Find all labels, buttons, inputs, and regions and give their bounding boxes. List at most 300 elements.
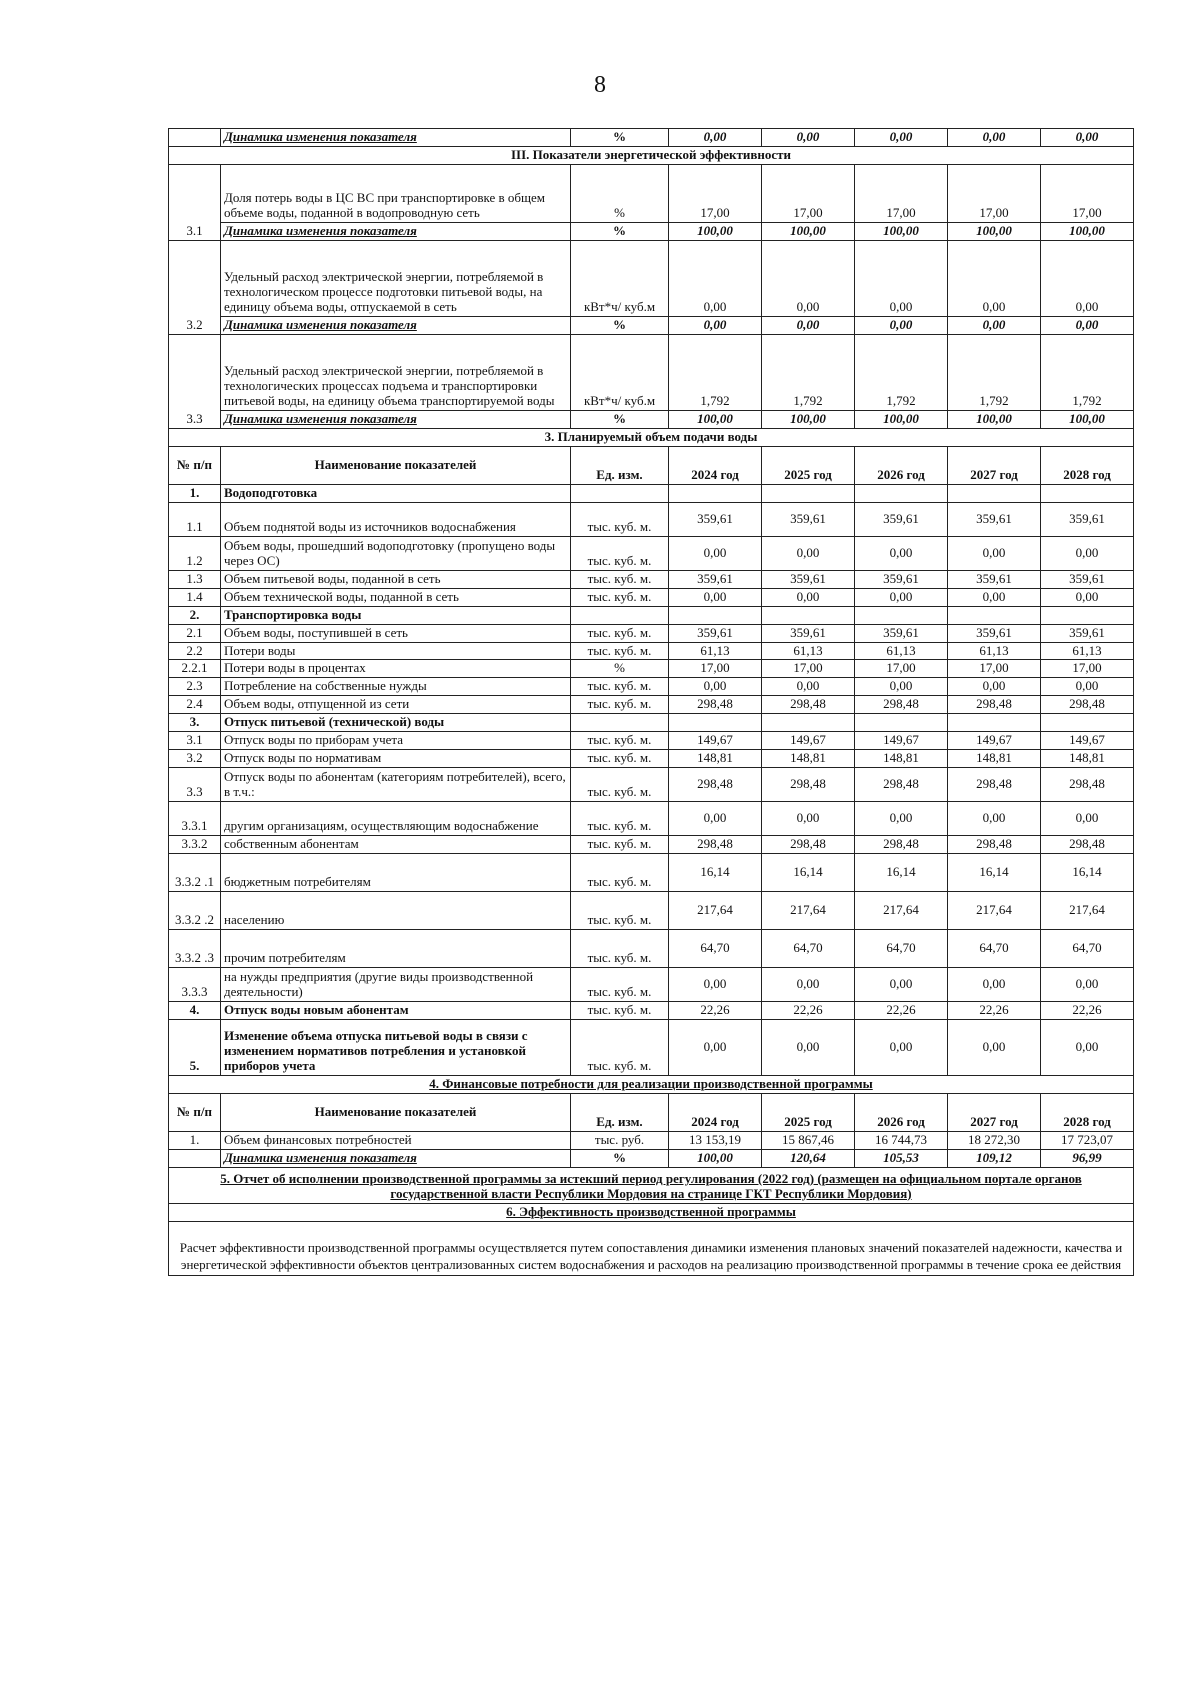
- row-value: 61,13: [1041, 642, 1134, 660]
- row-value: 298,48: [762, 836, 855, 854]
- row-value: 0,00: [1041, 588, 1134, 606]
- dynamics-row: [169, 1149, 1134, 1167]
- header-name: Наименование показателей: [221, 446, 571, 484]
- row-unit: [571, 714, 669, 732]
- header-year: 2028 год: [1041, 446, 1134, 484]
- row-value: 61,13: [948, 642, 1041, 660]
- row-value: 16,14: [948, 854, 1041, 892]
- table-body: [169, 129, 1134, 1276]
- row-number: 2.3: [169, 678, 221, 696]
- header-year: 2025 год: [762, 446, 855, 484]
- row-value: 64,70: [1041, 930, 1134, 968]
- row-value: 298,48: [669, 696, 762, 714]
- row-value: 0,00: [1041, 802, 1134, 836]
- row-number: 3.3.3: [169, 968, 221, 1002]
- table-row: [169, 678, 1134, 696]
- row-unit: %: [571, 660, 669, 678]
- indicator-row: [169, 334, 1134, 410]
- header-year: 2026 год: [855, 1093, 948, 1131]
- dynamics-row: [169, 410, 1134, 428]
- row-value: 17,00: [1041, 165, 1134, 223]
- row-value: 359,61: [1041, 624, 1134, 642]
- row-value: 100,00: [762, 223, 855, 241]
- row-value: 0,00: [669, 536, 762, 570]
- row-unit: тыс. куб. м.: [571, 732, 669, 750]
- row-value: 0,00: [669, 588, 762, 606]
- table-row: [169, 732, 1134, 750]
- row-value: 359,61: [948, 502, 1041, 536]
- row-value: [855, 714, 948, 732]
- table-row: [169, 588, 1134, 606]
- row-value: 100,00: [762, 410, 855, 428]
- header-name: Наименование показателей: [221, 1093, 571, 1131]
- row-name: Объем воды, отпущенной из сети: [221, 696, 571, 714]
- row-unit: тыс. руб.: [571, 1131, 669, 1149]
- row-unit: тыс. куб. м.: [571, 588, 669, 606]
- row-value: 17,00: [855, 660, 948, 678]
- row-unit: тыс. куб. м.: [571, 1002, 669, 1020]
- row-name: Потери воды в процентах: [221, 660, 571, 678]
- row-name: Доля потерь воды в ЦС ВС при транспортировке в общем объеме воды, поданной в водопроводную сеть: [221, 165, 571, 223]
- row-value: 0,00: [855, 536, 948, 570]
- row-value: 0,00: [1041, 536, 1134, 570]
- row-value: 1,792: [948, 334, 1041, 410]
- table-row: [169, 570, 1134, 588]
- header-number: № п/п: [169, 446, 221, 484]
- header-unit: Ед. изм.: [571, 1093, 669, 1131]
- row-number: 1.2: [169, 536, 221, 570]
- row-value: 64,70: [669, 930, 762, 968]
- row-unit: тыс. куб. м.: [571, 696, 669, 714]
- row-unit: тыс. куб. м.: [571, 1019, 669, 1075]
- row-value: [762, 606, 855, 624]
- row-value: 217,64: [762, 892, 855, 930]
- row-value: 100,00: [669, 410, 762, 428]
- row-value: 17,00: [855, 165, 948, 223]
- row-unit: %: [571, 1149, 669, 1167]
- row-value: 100,00: [855, 223, 948, 241]
- row-unit: %: [571, 129, 669, 147]
- row-value: 17,00: [948, 165, 1041, 223]
- row-value: [855, 484, 948, 502]
- row-name: Динамика изменения показателя: [221, 129, 571, 147]
- row-number: 3.3.1: [169, 802, 221, 836]
- row-value: 359,61: [762, 570, 855, 588]
- row-value: [855, 606, 948, 624]
- row-name: Динамика изменения показателя: [221, 223, 571, 241]
- row-number: [169, 129, 221, 147]
- row-value: 148,81: [1041, 750, 1134, 768]
- row-unit: тыс. куб. м.: [571, 570, 669, 588]
- row-value: 17,00: [669, 660, 762, 678]
- row-value: 16,14: [1041, 854, 1134, 892]
- row-value: 359,61: [1041, 502, 1134, 536]
- row-number: 1.: [169, 1131, 221, 1149]
- row-value: 17,00: [762, 165, 855, 223]
- header-year: 2028 год: [1041, 1093, 1134, 1131]
- row-number: 2.2.1: [169, 660, 221, 678]
- row-number: 3.3.2: [169, 836, 221, 854]
- row-value: 22,26: [762, 1002, 855, 1020]
- row-value: 0,00: [762, 240, 855, 316]
- row-number: 3.1: [169, 165, 221, 241]
- row-value: 298,48: [855, 696, 948, 714]
- row-value: 0,00: [948, 588, 1041, 606]
- row-value: 16,14: [762, 854, 855, 892]
- row-value: 298,48: [669, 768, 762, 802]
- production-program-table: [168, 128, 1134, 1276]
- row-name: Объем питьевой воды, поданной в сеть: [221, 570, 571, 588]
- row-unit: %: [571, 410, 669, 428]
- table-row: [169, 930, 1134, 968]
- row-value: 0,00: [762, 968, 855, 1002]
- row-name: Потребление на собственные нужды: [221, 678, 571, 696]
- row-value: 0,00: [762, 129, 855, 147]
- row-value: 298,48: [855, 768, 948, 802]
- row-value: 0,00: [762, 678, 855, 696]
- row-value: 0,00: [1041, 129, 1134, 147]
- row-value: 0,00: [1041, 968, 1134, 1002]
- row-value: 17 723,07: [1041, 1131, 1134, 1149]
- row-value: 0,00: [948, 316, 1041, 334]
- section-efficiency-title: [169, 1203, 1134, 1221]
- row-number: 3.3: [169, 768, 221, 802]
- row-value: 149,67: [669, 732, 762, 750]
- row-name: Отпуск воды новым абонентам: [221, 1002, 571, 1020]
- row-name: Динамика изменения показателя: [221, 1149, 571, 1167]
- row-value: 298,48: [1041, 836, 1134, 854]
- row-value: 359,61: [669, 502, 762, 536]
- row-number: 4.: [169, 1002, 221, 1020]
- row-value: 217,64: [948, 892, 1041, 930]
- row-value: 0,00: [762, 802, 855, 836]
- row-value: 17,00: [762, 660, 855, 678]
- row-value: 16,14: [669, 854, 762, 892]
- row-number: 1.3: [169, 570, 221, 588]
- row-value: 64,70: [762, 930, 855, 968]
- row-unit: [571, 484, 669, 502]
- row-number: 1.4: [169, 588, 221, 606]
- table-row: [169, 502, 1134, 536]
- table-row: [169, 642, 1134, 660]
- row-name: населению: [221, 892, 571, 930]
- row-value: 16,14: [855, 854, 948, 892]
- row-number: 1.: [169, 484, 221, 502]
- row-unit: тыс. куб. м.: [571, 624, 669, 642]
- row-value: 22,26: [1041, 1002, 1134, 1020]
- row-name: Потери воды: [221, 642, 571, 660]
- row-value: 359,61: [669, 624, 762, 642]
- row-name: Водоподготовка: [221, 484, 571, 502]
- row-unit: тыс. куб. м.: [571, 892, 669, 930]
- header-number: № п/п: [169, 1093, 221, 1131]
- row-number: 3.3.2 .3: [169, 930, 221, 968]
- row-value: 0,00: [762, 588, 855, 606]
- row-value: [1041, 606, 1134, 624]
- row-value: 298,48: [948, 768, 1041, 802]
- row-number: 5.: [169, 1019, 221, 1075]
- row-value: 0,00: [762, 316, 855, 334]
- row-value: 17,00: [1041, 660, 1134, 678]
- row-value: 0,00: [855, 240, 948, 316]
- row-value: 0,00: [669, 240, 762, 316]
- row-value: 15 867,46: [762, 1131, 855, 1149]
- row-value: [1041, 714, 1134, 732]
- row-value: 109,12: [948, 1149, 1041, 1167]
- row-value: 22,26: [948, 1002, 1041, 1020]
- table-row: [169, 854, 1134, 892]
- table-row: [169, 1019, 1134, 1075]
- section-title: III. Показатели энергетической эффективности: [169, 147, 1134, 165]
- row-value: 0,00: [669, 1019, 762, 1075]
- header-year: 2027 год: [948, 446, 1041, 484]
- indicator-row: [169, 240, 1134, 316]
- row-value: 0,00: [669, 129, 762, 147]
- row-name: Транспортировка воды: [221, 606, 571, 624]
- row-value: 61,13: [669, 642, 762, 660]
- row-value: 0,00: [855, 316, 948, 334]
- row-value: 0,00: [855, 968, 948, 1002]
- indicator-row: [169, 165, 1134, 223]
- row-value: 359,61: [948, 624, 1041, 642]
- row-number: [169, 1149, 221, 1167]
- row-value: 0,00: [1041, 678, 1134, 696]
- row-value: 149,67: [762, 732, 855, 750]
- row-unit: тыс. куб. м.: [571, 768, 669, 802]
- row-value: [948, 606, 1041, 624]
- row-value: 17,00: [669, 165, 762, 223]
- table-row: [169, 1131, 1134, 1149]
- row-number: 3.3.2 .2: [169, 892, 221, 930]
- row-value: 217,64: [855, 892, 948, 930]
- header-unit: Ед. изм.: [571, 446, 669, 484]
- row-value: 298,48: [855, 836, 948, 854]
- row-name: Объем воды, поступившей в сеть: [221, 624, 571, 642]
- efficiency-text: Расчет эффективности производственной программы осуществляется путем сопоставления динамики изменения плановых значений показателей надежности, качества и энергетической эффективности объектов централизованных систем водоснабжения и расходов на реализацию производственной программы в течение срока ее действия: [169, 1221, 1134, 1275]
- row-value: 149,67: [948, 732, 1041, 750]
- row-value: 16 744,73: [855, 1131, 948, 1149]
- section-title: 3. Планируемый объем подачи воды: [169, 428, 1134, 446]
- row-value: 0,00: [948, 240, 1041, 316]
- row-unit: тыс. куб. м.: [571, 502, 669, 536]
- row-number: 3.3: [169, 334, 221, 428]
- row-value: 0,00: [762, 536, 855, 570]
- dynamics-row: [169, 316, 1134, 334]
- row-unit: тыс. куб. м.: [571, 854, 669, 892]
- row-unit: тыс. куб. м.: [571, 536, 669, 570]
- row-name: Отпуск воды по нормативам: [221, 750, 571, 768]
- finance-header-row: [169, 1093, 1134, 1131]
- section-report-title: [169, 1167, 1134, 1203]
- section-title: 6. Эффективность производственной программы: [169, 1203, 1134, 1221]
- row-name: другим организациям, осуществляющим водоснабжение: [221, 802, 571, 836]
- table-row: [169, 660, 1134, 678]
- section-volume-title: [169, 428, 1134, 446]
- row-value: [762, 714, 855, 732]
- table-row: [169, 750, 1134, 768]
- row-value: 359,61: [669, 570, 762, 588]
- row-value: 359,61: [1041, 570, 1134, 588]
- row-value: 298,48: [1041, 768, 1134, 802]
- section-title: 4. Финансовые потребности для реализации производственной программы: [169, 1075, 1134, 1093]
- row-value: [669, 484, 762, 502]
- row-name: Удельный расход электрической энергии, потребляемой в технологическом процессе подготовки питьевой воды, на единицу объема воды, отпускаемой в сеть: [221, 240, 571, 316]
- dynamics-row: [169, 129, 1134, 147]
- table-row: [169, 484, 1134, 502]
- row-value: 148,81: [669, 750, 762, 768]
- row-value: 298,48: [948, 836, 1041, 854]
- row-name: Динамика изменения показателя: [221, 316, 571, 334]
- row-unit: %: [571, 316, 669, 334]
- row-value: 100,00: [669, 223, 762, 241]
- row-value: 0,00: [855, 129, 948, 147]
- section-energy-title: [169, 147, 1134, 165]
- row-value: 1,792: [1041, 334, 1134, 410]
- row-value: 298,48: [669, 836, 762, 854]
- row-value: 0,00: [669, 802, 762, 836]
- row-value: [948, 484, 1041, 502]
- row-value: 0,00: [948, 968, 1041, 1002]
- row-unit: тыс. куб. м.: [571, 802, 669, 836]
- row-value: 0,00: [855, 802, 948, 836]
- row-value: 0,00: [948, 802, 1041, 836]
- volume-header-row: [169, 446, 1134, 484]
- row-number: 3.: [169, 714, 221, 732]
- row-unit: кВт*ч/ куб.м: [571, 334, 669, 410]
- row-value: 0,00: [762, 1019, 855, 1075]
- row-value: 120,64: [762, 1149, 855, 1167]
- row-value: 298,48: [762, 768, 855, 802]
- section-finance-title: [169, 1075, 1134, 1093]
- row-value: 149,67: [1041, 732, 1134, 750]
- row-name: на нужды предприятия (другие виды производственной деятельности): [221, 968, 571, 1002]
- table-row: [169, 768, 1134, 802]
- row-value: 0,00: [948, 536, 1041, 570]
- row-name: собственным абонентам: [221, 836, 571, 854]
- row-number: 2.1: [169, 624, 221, 642]
- efficiency-text-row: [169, 1221, 1134, 1275]
- row-value: 298,48: [762, 696, 855, 714]
- row-value: 1,792: [762, 334, 855, 410]
- row-number: 2.: [169, 606, 221, 624]
- row-unit: [571, 606, 669, 624]
- row-name: Отпуск воды по абонентам (категориям потребителей), всего, в т.ч.:: [221, 768, 571, 802]
- row-value: 17,00: [948, 660, 1041, 678]
- row-unit: тыс. куб. м.: [571, 836, 669, 854]
- row-value: 0,00: [855, 588, 948, 606]
- table-row: [169, 836, 1134, 854]
- dynamics-row: [169, 223, 1134, 241]
- row-number: 1.1: [169, 502, 221, 536]
- row-unit: тыс. куб. м.: [571, 678, 669, 696]
- row-name: бюджетным потребителям: [221, 854, 571, 892]
- row-value: 359,61: [948, 570, 1041, 588]
- row-name: Объем финансовых потребностей: [221, 1131, 571, 1149]
- row-value: 0,00: [948, 678, 1041, 696]
- row-value: [669, 606, 762, 624]
- row-value: 0,00: [669, 316, 762, 334]
- row-value: 0,00: [1041, 1019, 1134, 1075]
- table-row: [169, 696, 1134, 714]
- row-value: 100,00: [1041, 223, 1134, 241]
- row-name: Объем воды, прошедший водоподготовку (пропущено воды через ОС): [221, 536, 571, 570]
- row-value: 359,61: [762, 502, 855, 536]
- row-value: [762, 484, 855, 502]
- header-year: 2025 год: [762, 1093, 855, 1131]
- header-year: 2024 год: [669, 1093, 762, 1131]
- row-unit: %: [571, 165, 669, 223]
- row-value: 298,48: [1041, 696, 1134, 714]
- row-unit: тыс. куб. м.: [571, 642, 669, 660]
- table-row: [169, 714, 1134, 732]
- row-number: 2.2: [169, 642, 221, 660]
- row-value: 22,26: [669, 1002, 762, 1020]
- row-number: 2.4: [169, 696, 221, 714]
- section-title: 5. Отчет об исполнении производственной программы за истекший период регулирования (2022 год) (размещен на официальном портале органов государственной власти Республики Мордовия на странице ГКТ Республики Мордовия): [169, 1167, 1134, 1203]
- row-value: 1,792: [855, 334, 948, 410]
- row-value: 22,26: [855, 1002, 948, 1020]
- row-name: прочим потребителям: [221, 930, 571, 968]
- row-value: 100,00: [1041, 410, 1134, 428]
- row-value: [948, 714, 1041, 732]
- row-unit: %: [571, 223, 669, 241]
- row-value: 0,00: [948, 129, 1041, 147]
- row-value: 13 153,19: [669, 1131, 762, 1149]
- row-value: 18 272,30: [948, 1131, 1041, 1149]
- row-name: Динамика изменения показателя: [221, 410, 571, 428]
- row-value: [1041, 484, 1134, 502]
- header-year: 2024 год: [669, 446, 762, 484]
- row-value: [669, 714, 762, 732]
- row-value: 298,48: [948, 696, 1041, 714]
- row-value: 0,00: [855, 678, 948, 696]
- row-name: Отпуск воды по приборам учета: [221, 732, 571, 750]
- row-value: 0,00: [948, 1019, 1041, 1075]
- row-value: 0,00: [855, 1019, 948, 1075]
- row-value: 0,00: [1041, 240, 1134, 316]
- row-name: Объем поднятой воды из источников водоснабжения: [221, 502, 571, 536]
- row-name: Отпуск питьевой (технической) воды: [221, 714, 571, 732]
- table-row: [169, 624, 1134, 642]
- row-value: 148,81: [948, 750, 1041, 768]
- row-value: 359,61: [855, 502, 948, 536]
- row-unit: кВт*ч/ куб.м: [571, 240, 669, 316]
- header-year: 2027 год: [948, 1093, 1041, 1131]
- row-number: 3.1: [169, 732, 221, 750]
- table-row: [169, 968, 1134, 1002]
- table-row: [169, 1002, 1134, 1020]
- row-name: Объем технической воды, поданной в сеть: [221, 588, 571, 606]
- row-number: 3.2: [169, 750, 221, 768]
- row-unit: тыс. куб. м.: [571, 968, 669, 1002]
- row-number: 3.2: [169, 240, 221, 334]
- row-value: 96,99: [1041, 1149, 1134, 1167]
- row-value: 149,67: [855, 732, 948, 750]
- row-value: 359,61: [855, 624, 948, 642]
- row-value: 148,81: [855, 750, 948, 768]
- row-unit: тыс. куб. м.: [571, 750, 669, 768]
- row-unit: тыс. куб. м.: [571, 930, 669, 968]
- row-value: 1,792: [669, 334, 762, 410]
- row-value: 217,64: [1041, 892, 1134, 930]
- row-value: 64,70: [855, 930, 948, 968]
- table-row: [169, 536, 1134, 570]
- row-value: 61,13: [762, 642, 855, 660]
- row-value: 148,81: [762, 750, 855, 768]
- row-value: 0,00: [669, 678, 762, 696]
- row-name: Изменение объема отпуска питьевой воды в связи с изменением нормативов потребления и установкой приборов учета: [221, 1019, 571, 1075]
- row-value: 105,53: [855, 1149, 948, 1167]
